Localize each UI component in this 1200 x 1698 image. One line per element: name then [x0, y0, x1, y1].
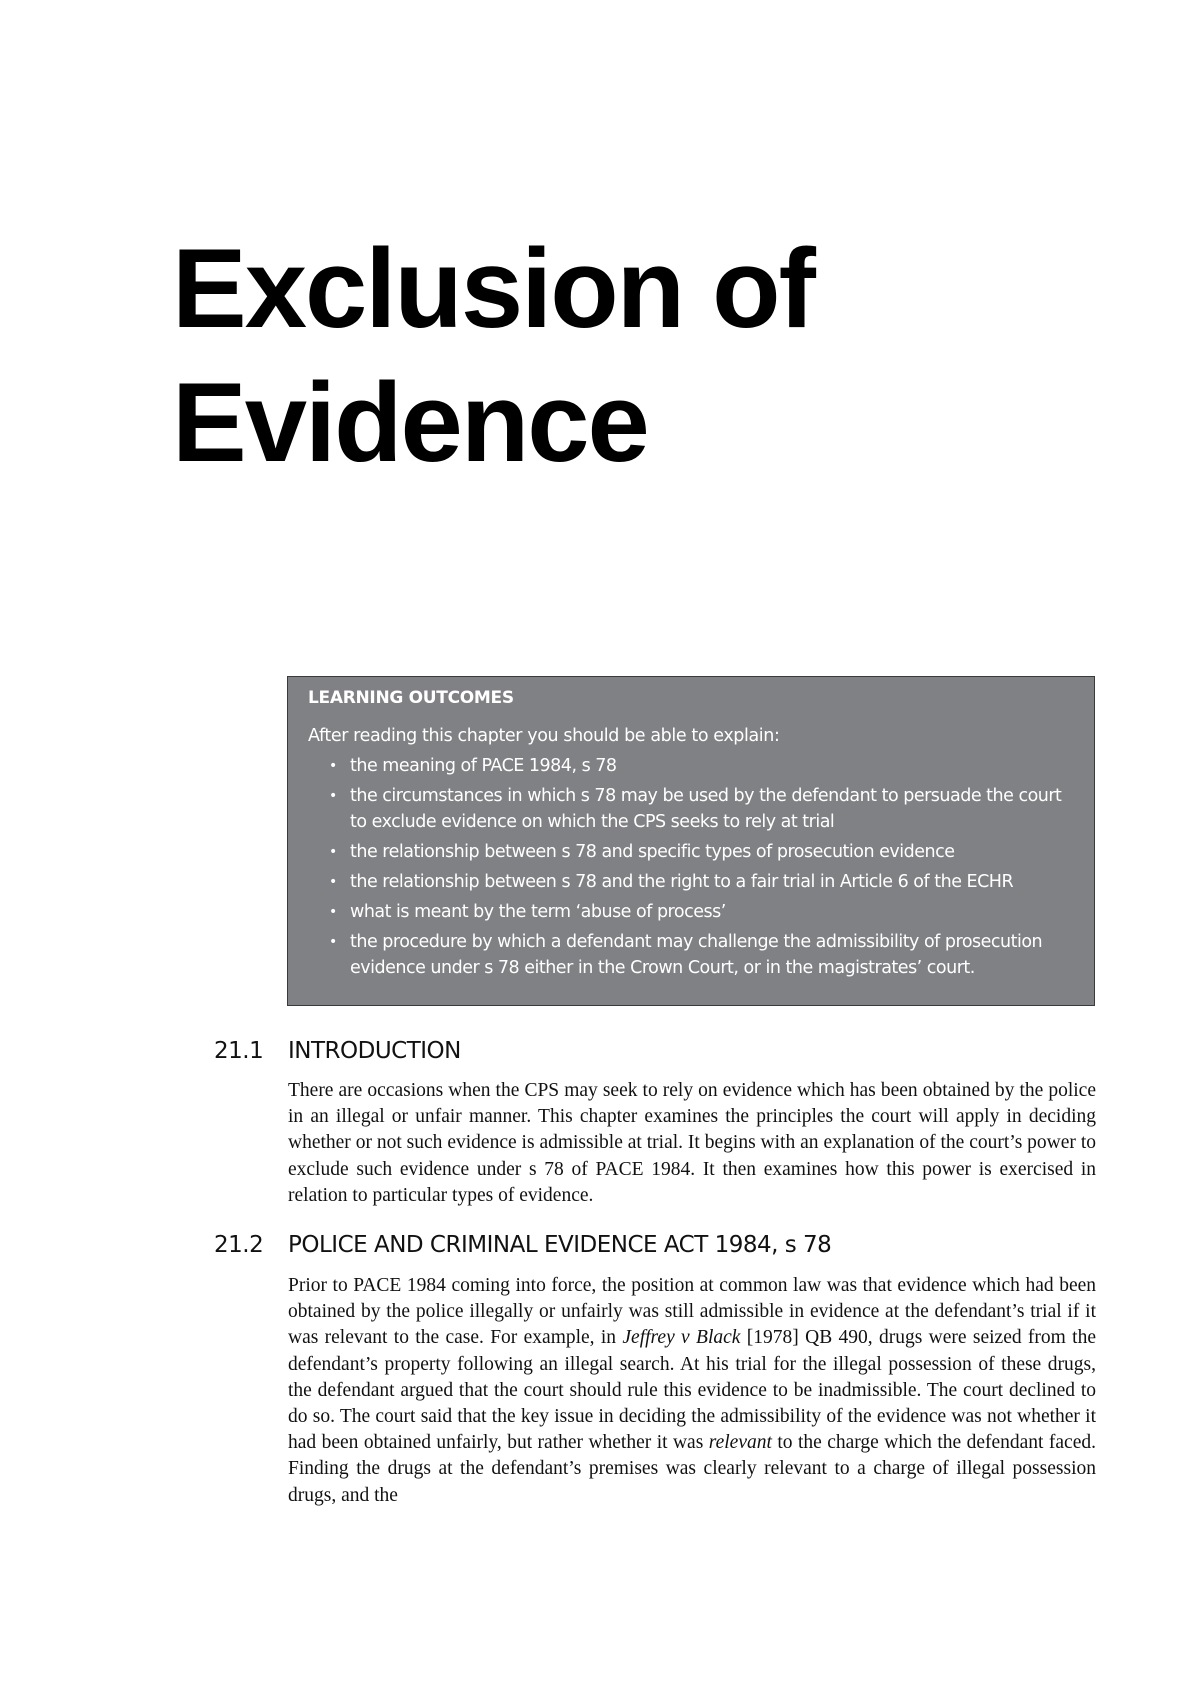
bullet-icon: •	[329, 904, 337, 920]
learning-outcomes-list	[308, 753, 1074, 981]
section-title: INTRODUCTION	[288, 1038, 461, 1064]
section-title: POLICE AND CRIMINAL EVIDENCE ACT 1984, s 78	[288, 1232, 832, 1258]
bullet-icon: •	[329, 874, 337, 890]
learning-outcome-item	[308, 753, 1074, 779]
body-text: [1978] QB 490, drugs were seized from the defendant’s property following an illegal search. At his trial for the illegal possession of these drugs, the defendant argued that the court should rule this evidence to be inadmissible. The court declined to do so. The court said that the key issue in deciding the admissibility of the evidence was not whether it had been obtained unfairly, but rather whether it was	[288, 1327, 1096, 1454]
bullet-icon: •	[329, 934, 337, 950]
learning-outcome-item	[308, 929, 1074, 981]
learning-outcome-item	[308, 783, 1074, 835]
learning-outcome-text: the relationship between s 78 and the right to a fair trial in Article 6 of the ECHR	[350, 872, 1014, 892]
learning-outcomes-heading: LEARNING OUTCOMES	[308, 688, 514, 708]
case-citation: Jeffrey v Black	[622, 1327, 741, 1349]
chapter-title	[172, 222, 1072, 490]
learning-outcome-text: the circumstances in which s 78 may be used by the defendant to persuade the court to exclude evidence on which the CPS seeks to rely at trial	[350, 786, 1062, 832]
learning-outcome-text: the procedure by which a defendant may challenge the admissibility of prosecution evidence under s 78 either in the Crown Court, or in the magistrates’ court.	[350, 932, 1043, 978]
body-text: Prior to PACE 1984 coming into force, the position at common law was that evidence which had been obtained by the police illegally or unfairly was still admissible in evidence at the defendant’s trial if it was relevant to the case. For example, in	[288, 1275, 1096, 1349]
section-heading-introduction	[214, 1036, 1114, 1066]
learning-outcome-item	[308, 899, 1074, 925]
section-number: 21.1	[214, 1038, 264, 1064]
chapter-title-line-2: Evidence	[172, 360, 648, 485]
learning-outcome-item	[308, 839, 1074, 865]
section-body-pace	[288, 1273, 1096, 1509]
chapter-title-line-1: Exclusion of	[172, 226, 814, 351]
learning-outcomes-intro: After reading this chapter you should be able to explain:	[308, 726, 780, 746]
section-body-introduction: There are occasions when the CPS may seek to rely on evidence which has been obtained by the police in an illegal or unfair manner. This chapter examines the principles the court will apply in deciding whether or not such evidence is admissible at trial. It begins with an explanation of the court’s power to exclude such evidence under s 78 of PACE 1984. It then examines how this power is exercised in relation to particular types of evidence.	[288, 1080, 1096, 1206]
learning-outcome-text: the meaning of PACE 1984, s 78	[350, 756, 617, 776]
learning-outcomes-box	[287, 676, 1095, 1006]
body-text: to the charge which the defendant faced. Finding the drugs at the defendant’s premises was clearly relevant to a charge of illegal possession drugs, and the	[288, 1432, 1096, 1506]
section-number: 21.2	[214, 1232, 264, 1258]
bullet-icon: •	[329, 844, 337, 860]
learning-outcome-item	[308, 869, 1074, 895]
bullet-icon: •	[329, 788, 337, 804]
section-heading-pace	[214, 1230, 1114, 1260]
learning-outcome-text: what is meant by the term ‘abuse of process’	[350, 902, 726, 922]
bullet-icon: •	[329, 758, 337, 774]
emphasized-term: relevant	[708, 1432, 772, 1454]
learning-outcome-text: the relationship between s 78 and specific types of prosecution evidence	[350, 842, 955, 862]
